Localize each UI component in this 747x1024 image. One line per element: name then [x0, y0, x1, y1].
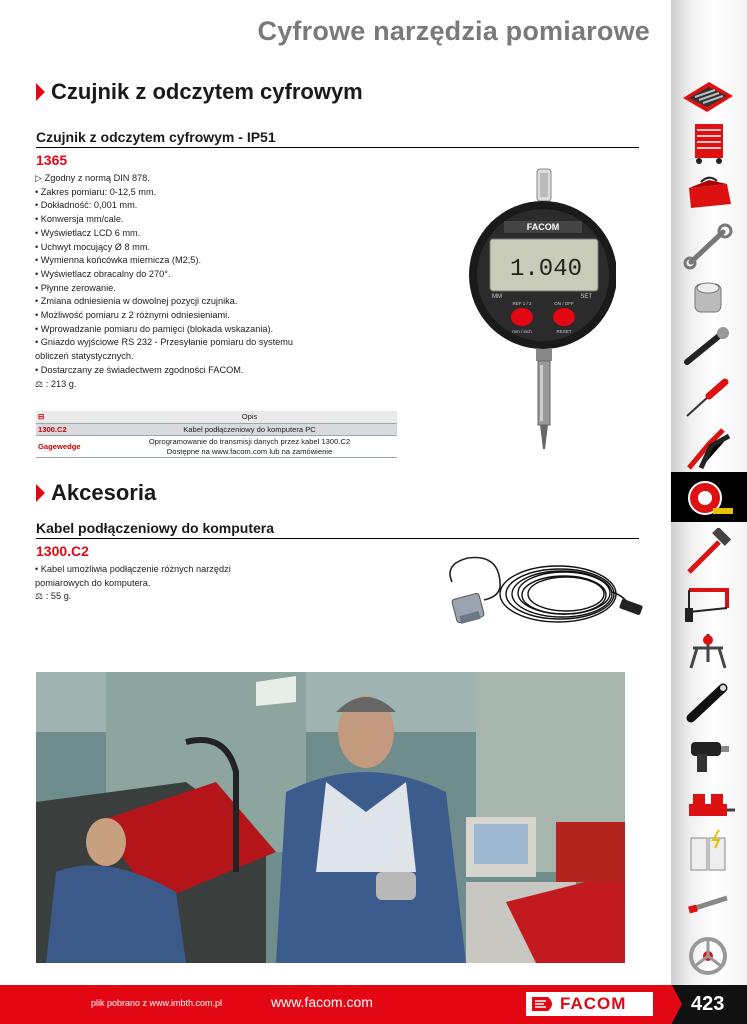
feature-item: • Zmiana odniesienia w dowolnej pozycji czujnika.: [35, 296, 238, 307]
feature-item: • Wyświetlacz LCD 6 mm.: [35, 227, 141, 238]
feature-item: obliczeń statystycznych.: [35, 351, 134, 362]
product-title: Czujnik z odczytem cyfrowym - IP51: [36, 129, 276, 145]
weight-line: ⚖ : 55 g.: [35, 591, 72, 602]
table-cell-description: Kabel podłączeniowy do komputera PC: [102, 423, 397, 436]
feature-list: [35, 172, 365, 391]
source-note: plik pobrano z www.imbth.com.pl: [91, 998, 223, 1008]
table-header-description: Opis: [102, 411, 397, 423]
feature-item: • Płynne zerowanie.: [35, 282, 116, 293]
on-off-button[interactable]: [553, 308, 575, 326]
page-title: Cyfrowe narzędzia pomiarowe: [257, 16, 650, 46]
digital-indicator-image: [468, 165, 616, 457]
facom-logo-cell: [36, 411, 102, 423]
feature-item: • Gniazdo wyjściowe RS 232 - Przesyłanie pomiaru do systemu: [35, 337, 294, 348]
tool-tray-icon[interactable]: [679, 70, 737, 118]
section-heading-digital-indicator: [36, 79, 363, 105]
ref-button[interactable]: [511, 308, 533, 326]
file-icon[interactable]: [679, 880, 737, 928]
feature-item: pomiarowych do komputera.: [35, 577, 151, 588]
tool-box-icon[interactable]: [679, 170, 737, 218]
divider: [36, 538, 639, 539]
facom-logo-text: FACOM: [560, 994, 627, 1013]
lcd-reading: 1.040: [509, 256, 583, 283]
torch-icon[interactable]: [679, 678, 737, 726]
ref-label: REF 1 / 2: [512, 301, 532, 306]
set-label: SET: [580, 294, 592, 300]
feature-item: • Wymienna końcówka miernicza (M2,5).: [35, 255, 202, 266]
vise-icon[interactable]: [679, 780, 737, 828]
hammer-icon[interactable]: [679, 528, 737, 576]
ratchet-icon[interactable]: [679, 322, 737, 370]
feature-item: • Wprowadzanie pomiaru do pamięci (blokada wskazania).: [35, 323, 274, 334]
footer-bar: [0, 985, 747, 1024]
weight-icon: ⚖: [35, 591, 44, 602]
feature-item: • Kabel umożliwia podłączenie różnych narzędzi: [35, 564, 231, 574]
facom-emblem-icon: [532, 997, 556, 1011]
table-cell-code: Gagewedge: [36, 436, 102, 458]
impact-wrench-icon[interactable]: [679, 730, 737, 778]
wrench-icon[interactable]: [679, 222, 737, 270]
pliers-icon[interactable]: [679, 424, 737, 472]
feature-item: • Zakres pomiaru: 0-12,5 mm.: [35, 186, 157, 197]
electrical-icon[interactable]: [679, 828, 737, 876]
mm-inch-label: mm / inch: [512, 329, 532, 334]
section-arrow-icon: [36, 83, 45, 101]
product-title: Kabel podłączeniowy do komputera: [36, 520, 275, 536]
feature-item: • Konwersja mm/cale.: [35, 214, 124, 225]
feature-item: • Dostarczany ze świadectwem zgodności FACOM.: [35, 364, 244, 375]
weight-icon: ⚖: [35, 378, 44, 389]
facom-logo: [526, 992, 653, 1016]
device-brand: FACOM: [526, 222, 560, 232]
table-cell-code: 1300.C2: [36, 423, 102, 436]
weight-line: ⚖ : 213 g.: [35, 378, 77, 389]
hacksaw-icon[interactable]: [679, 578, 737, 626]
screwdriver-icon[interactable]: [679, 374, 737, 422]
feature-item: • Wyświetlacz obracalny do 270°.: [35, 268, 171, 279]
category-sidebar: [671, 0, 747, 985]
section-heading-accessories: [36, 480, 156, 506]
feature-item: • Uchwyt mocujący Ø 8 mm.: [35, 241, 151, 252]
product-code: 1300.C2: [36, 543, 89, 559]
section-heading-text: Czujnik z odczytem cyfrowym: [51, 79, 363, 104]
product-code: 1365: [36, 152, 68, 168]
page-number-box: [672, 985, 747, 1024]
section-heading-text: Akcesoria: [51, 480, 157, 505]
website-link[interactable]: www.facom.com: [271, 994, 373, 1010]
spec-table: [36, 411, 397, 458]
socket-icon[interactable]: [679, 274, 737, 322]
reset-label: RESET: [556, 329, 572, 334]
standard-line: ▷ Zgodny z normą DIN 878.: [35, 173, 150, 183]
feature-item: • Dokładność: 0,001 mm.: [35, 200, 138, 211]
table-cell-description: Oprogramowanie do transmisji danych przez kabel 1300.C2 Dostępne na www.facom.com lub na zamówienie: [102, 436, 397, 458]
facom-mini-icon: ⊟: [38, 412, 45, 421]
divider: [36, 147, 639, 148]
measuring-tape-icon[interactable]: [679, 474, 737, 522]
standard-triangle-icon: ▷: [35, 173, 45, 183]
page-number: 423: [691, 993, 725, 1015]
section-arrow-icon: [36, 484, 45, 502]
steering-wheel-icon[interactable]: [679, 932, 737, 980]
on-off-label: ON / OFF: [554, 301, 574, 306]
cable-image: [438, 552, 650, 636]
page-notch: [672, 985, 682, 1023]
accessory-feature-list: [35, 563, 365, 604]
workshop-photo: [36, 672, 625, 963]
tool-cabinet-icon[interactable]: [679, 118, 737, 166]
feature-item: • Możliwość pomiaru z 2 różnymi odniesieniami.: [35, 310, 230, 321]
puller-icon[interactable]: [679, 628, 737, 676]
unit-label: MM: [492, 294, 502, 300]
